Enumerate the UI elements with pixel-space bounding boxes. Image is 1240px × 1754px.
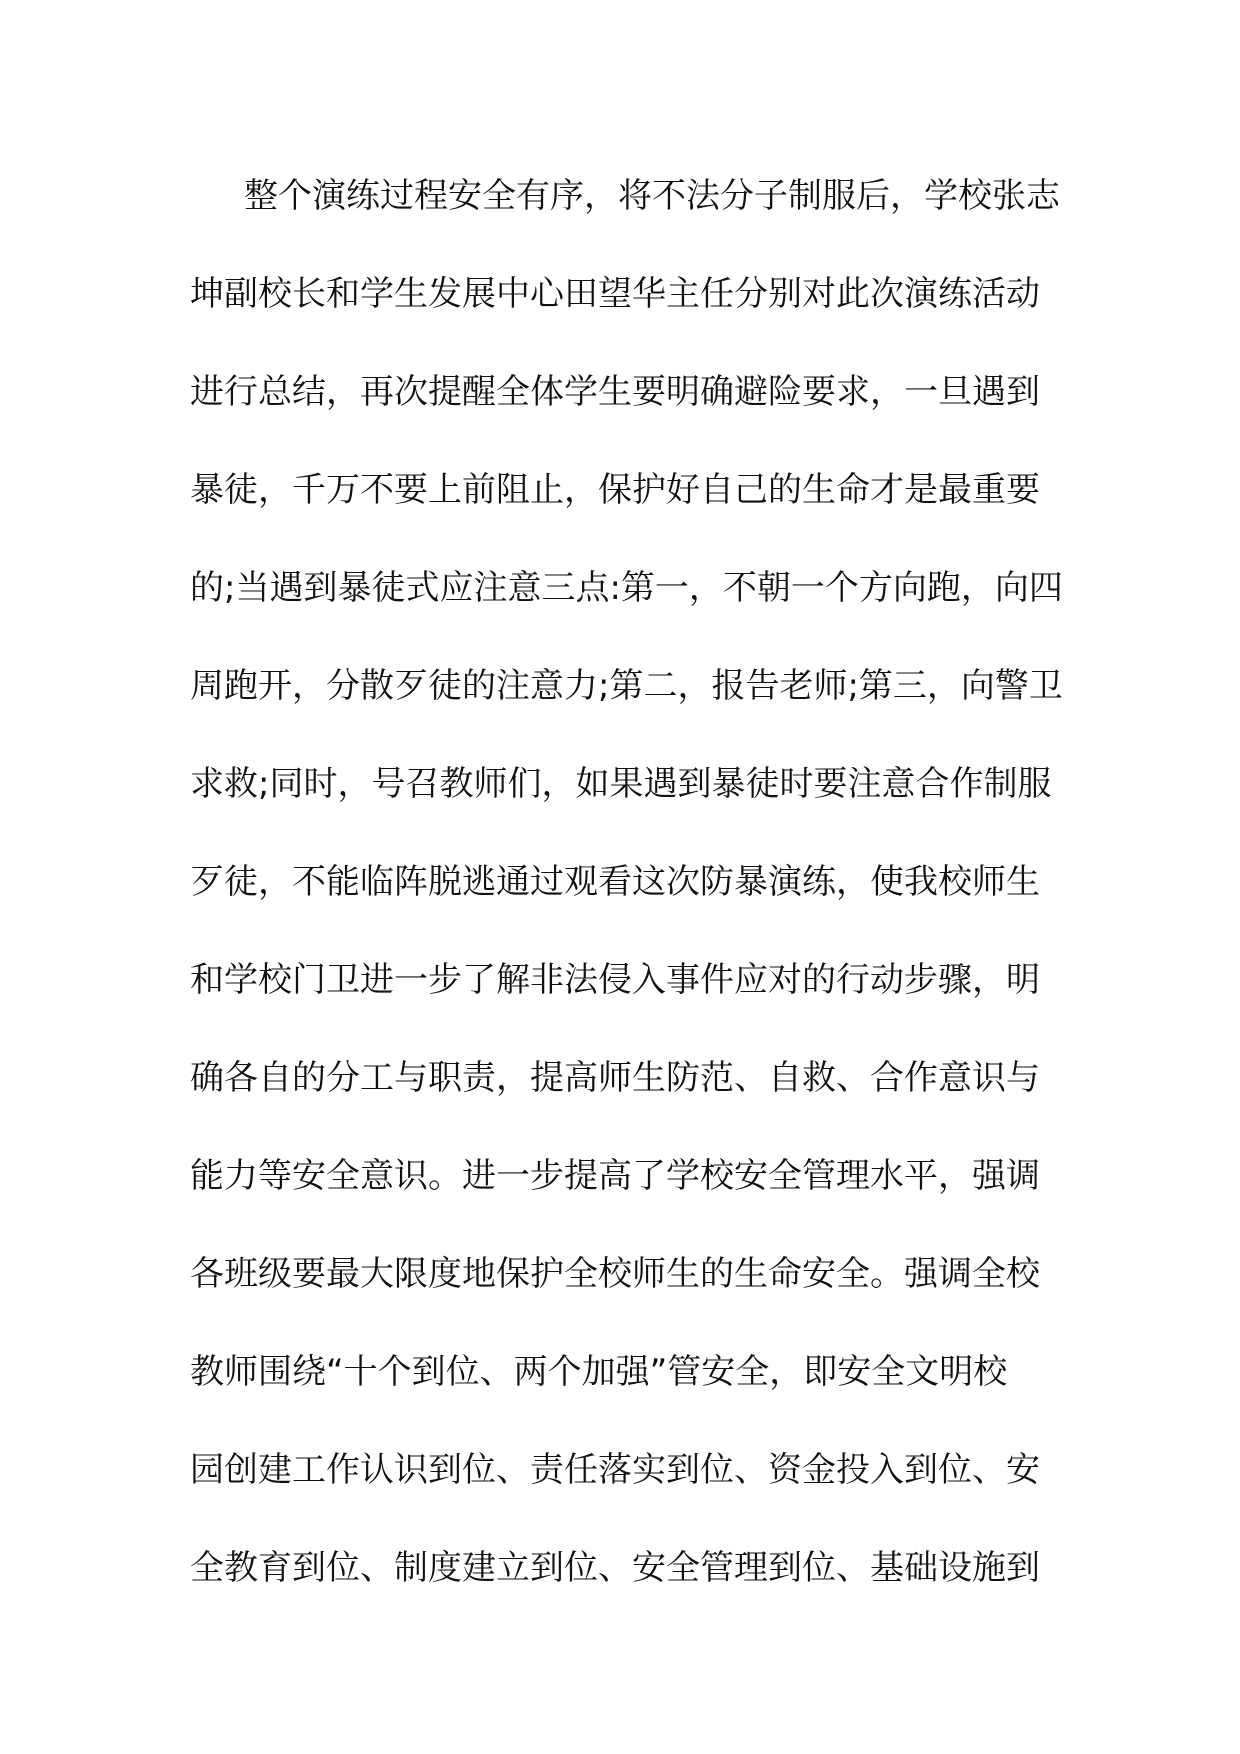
text-line: 确各自的分工与职责，提高师生防范、自救、合作意识与	[190, 1058, 1040, 1098]
text-line: 和学校门卫进一步了解非法侵入事件应对的行动步骤，明	[190, 960, 1040, 1000]
text-line: 暴徒，千万不要上前阻止，保护好自己的生命才是最重要	[190, 470, 1040, 510]
text-line: 能力等安全意识。进一步提高了学校安全管理水平，强调	[190, 1156, 1040, 1196]
text-line: 全教育到位、制度建立到位、安全管理到位、基础设施到	[190, 1548, 1040, 1588]
text-line: 的;当遇到暴徒式应注意三点:第一，不朝一个方向跑，向四	[190, 568, 1063, 608]
body-paragraph	[190, 166, 1070, 1636]
text-line: 求救;同时，号召教师们，如果遇到暴徒时要注意合作制服	[190, 764, 1052, 804]
text-line: 周跑开，分散歹徒的注意力;第二，报告老师;第三，向警卫	[190, 666, 1063, 706]
text-line: 教师围绕“十个到位、两个加强”管安全，即安全文明校	[190, 1352, 1008, 1392]
text-line: 歹徒，不能临阵脱逃通过观看这次防暴演练，使我校师生	[190, 862, 1040, 902]
text-line: 整个演练过程安全有序，将不法分子制服后，学校张志	[244, 176, 1060, 216]
text-line: 坤副校长和学生发展中心田望华主任分别对此次演练活动	[190, 274, 1040, 314]
text-line: 进行总结，再次提醒全体学生要明确避险要求，一旦遇到	[190, 372, 1040, 412]
text-line: 园创建工作认识到位、责任落实到位、资金投入到位、安	[190, 1450, 1040, 1490]
text-line: 各班级要最大限度地保护全校师生的生命安全。强调全校	[190, 1254, 1040, 1294]
